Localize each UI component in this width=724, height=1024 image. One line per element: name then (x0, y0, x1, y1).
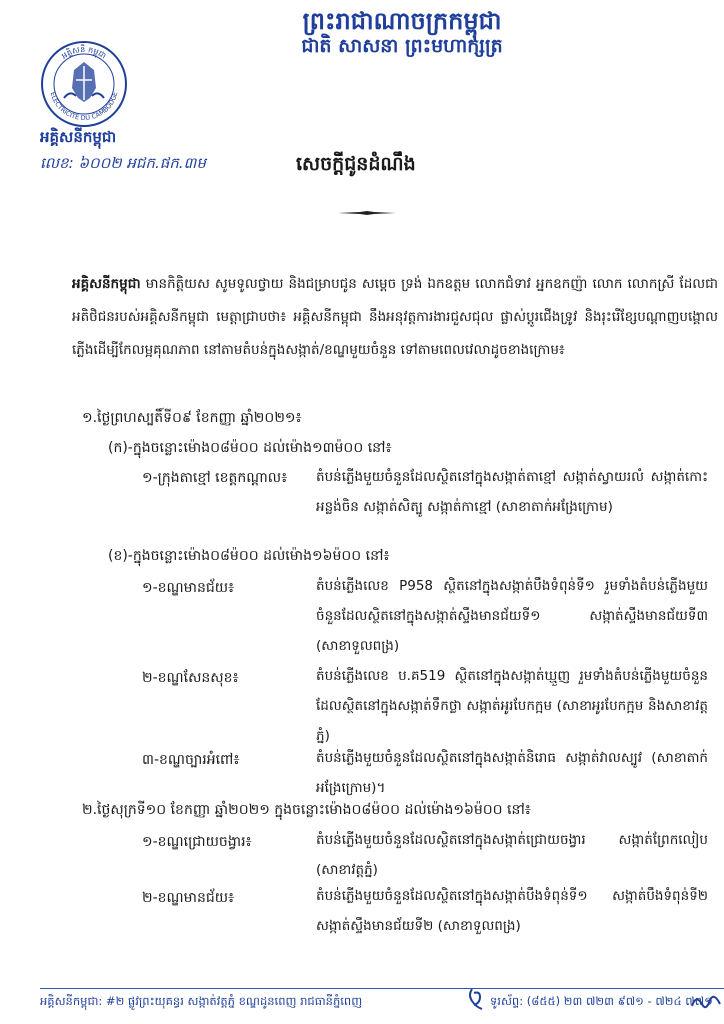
slot-b-heading: (ខ)-ក្នុងចន្លោះម៉ោង០៨ម៉០០ ដល់ម៉ោង១៦ម៉០០ នៅ៖ (108, 548, 390, 564)
day-2-heading: ២.ថ្ងៃសុក្រទី១០ ខែកញ្ញា ឆ្នាំ២០២១ ក្នុងចន្លោះម៉ោង០៨ម៉០០ ដល់ម៉ោង១៦ម៉០០ នៅ៖ (82, 802, 531, 818)
item-b1-label: ១-ខណ្ឌមានជ័យ៖ (142, 580, 235, 596)
document-title: សេចក្តីជូនដំណឹង (296, 153, 416, 175)
intro-lead: អគ្គិសនីកម្ពុជា (72, 276, 141, 292)
reference-label: លេខ: (40, 154, 74, 172)
item-c2-label: ២-ខណ្ឌមានជ័យ៖ (142, 890, 235, 906)
logo-bottom-text: ELECTRICITE DU CAMBODGE (48, 90, 120, 123)
logo-top-text: អគ្គិសនី កម្ពុជា (59, 44, 108, 61)
reference-row (40, 154, 206, 176)
motto-heading: ជាតិ សាសនា ព្រះមហាក្សត្រ (301, 35, 503, 57)
item-b2-desc: តំបន់ភ្លើងលេខ ប.គ519 ស្ថិតនៅក្នុងសង្កាត់ឃ្មួញ រួមទាំងតំបន់ភ្លើងមួយចំនួនដែលស្ថិតនៅក្នុងសង្កាត់ទឹកថ្លា សង្កាត់អូរបែកក្អម (សាខាអូរបែកក្អម និងសាខាវត្តភ្នំ) (316, 668, 708, 744)
title-ornament (338, 211, 396, 215)
item-c1-desc: តំបន់ភ្លើងមួយចំនួនដែលស្ថិតនៅក្នុងសង្កាត់ជ្រោយចង្វារ សង្កាត់ព្រែកលៀប (សាខាវត្តភ្នំ) (316, 832, 708, 878)
footer-divider (40, 988, 724, 989)
item-b3-desc: តំបន់ភ្លើងមួយចំនួនដែលស្ថិតនៅក្នុងសង្កាត់និរោធ សង្កាត់វាលស្បូវ (សាខាតាក់អង្រែក្រោម)។ (316, 750, 708, 796)
item-c1-label: ១-ខណ្ឌជ្រោយចង្វារ៖ (142, 834, 252, 850)
footer-address: អគ្គិសនីកម្ពុជា: #២ ផ្លូវព្រះយុគន្ធរ សង្កាត់វត្តភ្នំ ខណ្ឌដូនពេញ រាជធានីភ្នំពេញ (40, 994, 363, 1008)
item-b3-label: ៣-ខណ្ឌច្បារអំពៅ៖ (142, 752, 240, 768)
intro-text: មានកិត្តិយស សូមទូលថ្វាយ និងជម្រាបជូន សម្តេច ទ្រង់ ឯកឧត្តម លោកជំទាវ អ្នកឧកញ៉ា លោក លោកស្រី ដែលជាអតិថិជនរបស់អគ្គិសនីកម្ពុជា មេត្តាជ្រាបថា៖ អគ្គិសនីកម្ពុជា នឹងអនុវត្តការងារជួសជុល ផ្លាស់ប្តូរជើងទ្រូវ និងរុះរើខ្សែបណ្តាញបង្គោលភ្លើងដើម្បីកែលម្អគុណភាព នៅតាមតំបន់ក្នុងសង្កាត់/ខណ្ឌមួយចំនួន ទៅតាមពេលវេលាដូចខាងក្រោម៖ (72, 276, 718, 358)
day-1-heading: ១.ថ្ងៃព្រហស្បតិ៍ទី០៩ ខែកញ្ញា ឆ្នាំ២០២១៖ (82, 410, 302, 426)
edc-logo (40, 40, 128, 128)
item-b2-label: ២-ខណ្ឌសែនសុខ៖ (142, 670, 239, 686)
footer-phone: ទូរស័ព្ទ: (៨៥៥) ២៣ ៧២៣ ៩៧១ - ៧២៤ ៧៧១ (490, 994, 713, 1008)
phone-icon (466, 987, 486, 1011)
reference-number: ៦០០២ អជក.ផក.៣ម (78, 154, 206, 172)
item-b1-desc: តំបន់ភ្លើងលេខ P958 ស្ថិតនៅក្នុងសង្កាត់បឹងទំពុន់ទី១ រួមទាំងតំបន់ភ្លើងមួយចំនួនដែលស្ថិតនៅក្នុងសង្កាត់ស្ទឹងមានជ័យទី១ សង្កាត់ស្ទឹងមានជ័យទី៣ (សាខាទួលពង្រ) (316, 578, 708, 654)
initials-signature (690, 990, 724, 1014)
item-c2-desc: តំបន់ភ្លើងមួយចំនួនដែលស្ថិតនៅក្នុងសង្កាត់បឹងទំពុន់ទី១ សង្កាត់បឹងទំពុន់ទី២ សង្កាត់ស្ទឹងមានជ័យទី២ (សាខាទួលពង្រ) (316, 888, 708, 934)
organization-name: អគ្គិសនីកម្ពុជា (40, 128, 117, 146)
kingdom-heading: ព្រះរាជាណាចក្រកម្ពុជា (302, 6, 502, 35)
intro-paragraph (72, 268, 718, 367)
item-a1-label: ១-ក្រុងតាខ្មៅ ខេត្តកណ្តាល៖ (142, 470, 288, 486)
item-a1-desc: តំបន់ភ្លើងមួយចំនួនដែលស្ថិតនៅក្នុងសង្កាត់តាខ្មៅ សង្កាត់ស្វាយរលំ សង្កាត់កោះអន្លង់ចិន សង្កាត់សិត្បូ សង្កាត់កាខ្មៅ (សាខាតាក់អង្រែក្រោម) (316, 469, 708, 515)
slot-a-heading: (ក)-ក្នុងចន្លោះម៉ោង០៨ម៉០០ ដល់ម៉ោង១៣ម៉០០ នៅ៖ (108, 440, 392, 456)
